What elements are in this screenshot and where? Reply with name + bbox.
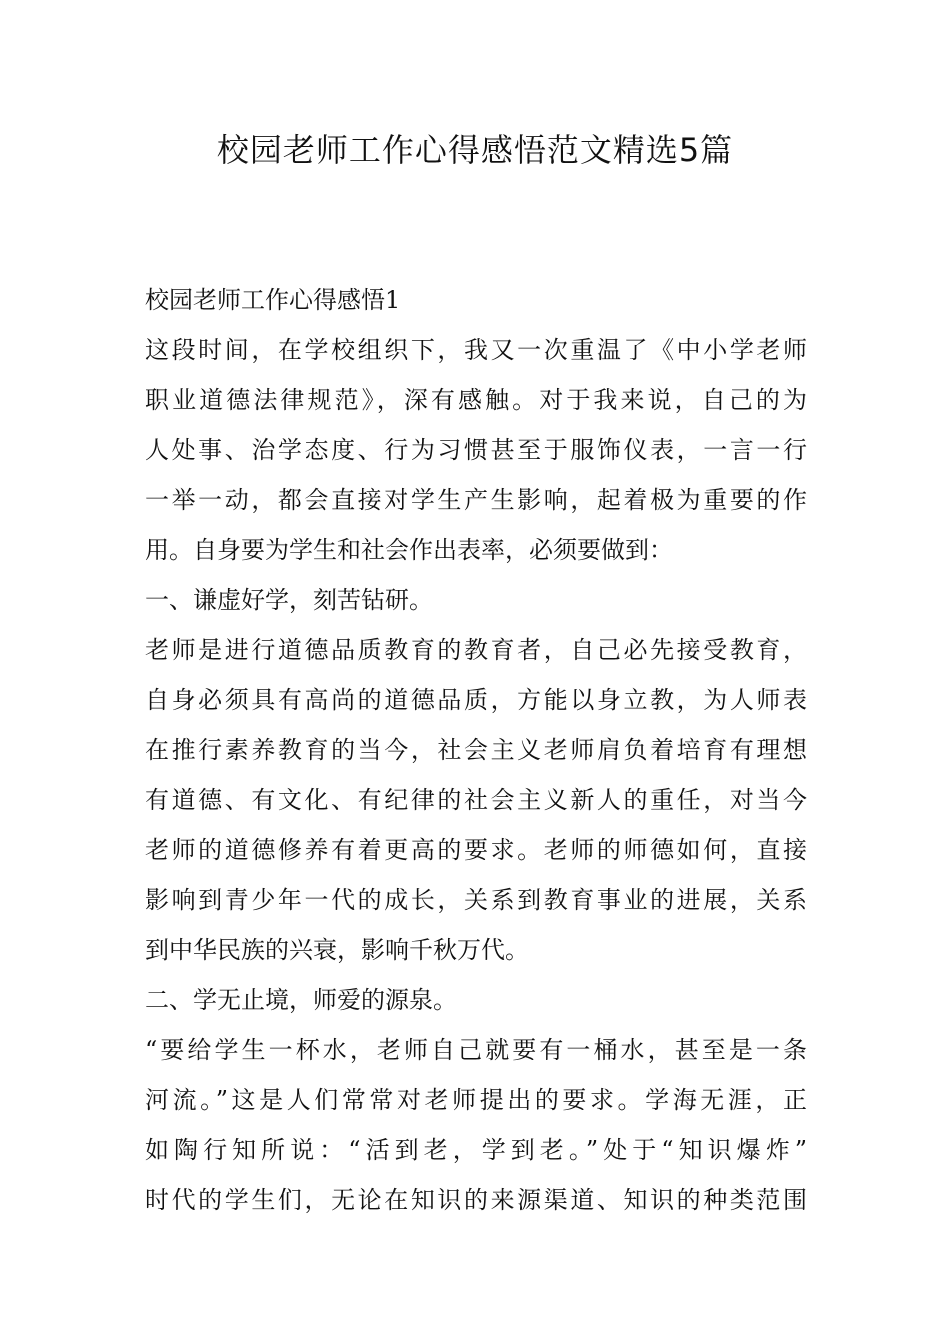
text-line: 这段时间，在学校组织下，我又一次重温了《中小学老师	[145, 336, 807, 364]
text-line: 有道德、有文化、有纪律的社会主义新人的重任，对当今	[145, 786, 807, 814]
text-line: 到中华民族的兴衰，影响千秋万代。	[145, 936, 529, 964]
document-body	[145, 275, 807, 1225]
document-title: 校园老师工作心得感悟范文精选5篇	[216, 131, 734, 169]
text-line: 河流。”这是人们常常对老师提出的要求。学海无涯，正	[145, 1086, 807, 1114]
text-line: 用。自身要为学生和社会作出表率，必须要做到：	[145, 536, 673, 564]
text-line: 二、学无止境，师爱的源泉。	[145, 986, 457, 1014]
text-line: 在推行素养教育的当今，社会主义老师肩负着培育有理想	[145, 736, 807, 764]
text-line: 影响到青少年一代的成长，关系到教育事业的进展，关系	[145, 886, 807, 914]
text-line: 人处事、治学态度、行为习惯甚至于服饰仪表，一言一行	[145, 436, 807, 464]
text-line: 时代的学生们，无论在知识的来源渠道、知识的种类范围	[145, 1186, 807, 1214]
text-line: 老师是进行道德品质教育的教育者，自己必先接受教育，	[145, 636, 807, 664]
text-line: 如陶行知所说：“活到老，学到老。”处于“知识爆炸”	[145, 1136, 807, 1164]
text-line: “要给学生一杯水，老师自己就要有一桶水，甚至是一条	[145, 1036, 807, 1064]
text-line: 一举一动，都会直接对学生产生影响，起着极为重要的作	[145, 486, 807, 514]
text-line: 职业道德法律规范》，深有感触。对于我来说，自己的为	[145, 386, 807, 414]
text-line: 老师的道德修养有着更高的要求。老师的师德如何，直接	[145, 836, 807, 864]
text-line: 一、谦虚好学，刻苦钻研。	[145, 586, 433, 614]
text-line: 自身必须具有高尚的道德品质，方能以身立教，为人师表	[145, 686, 807, 714]
section-heading: 校园老师工作心得感悟1	[145, 286, 401, 314]
